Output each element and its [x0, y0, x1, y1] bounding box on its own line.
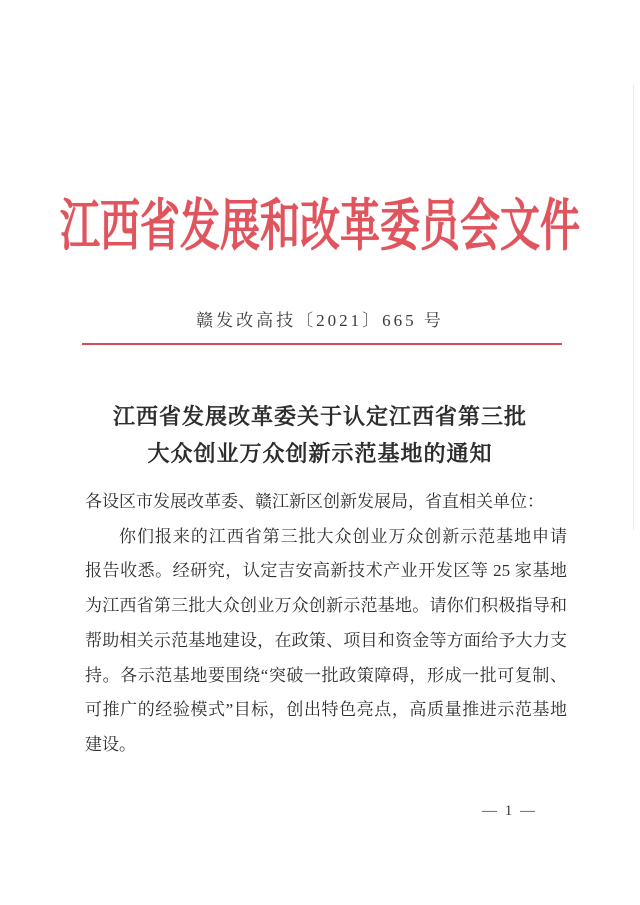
document-body: [85, 485, 567, 763]
document-reference-number: 赣发改高技〔2021〕665 号: [196, 311, 444, 330]
body-text-line: 帮助相关示范基地建设，在政策、项目和资金等方面给予大力支: [85, 630, 567, 650]
document-title-line-1: 江西省发展改革委关于认定江西省第三批: [112, 404, 527, 429]
body-text-line: 建设。: [85, 734, 136, 754]
body-text-line: 持。各示范基地要围绕“突破一批政策障碍，形成一批可复制、: [85, 665, 567, 685]
body-text-line: 你们报来的江西省第三批大众创业万众创新示范基地申请: [119, 526, 567, 546]
document-title: [0, 398, 640, 472]
body-text-line: 可推广的经验模式”目标，创出特色亮点，高质量推进示范基地: [85, 700, 567, 720]
page-number: — 1 —: [482, 803, 537, 819]
letterhead-divider-rule: [82, 343, 562, 345]
body-text-line: 为江西省第三批大众创业万众创新示范基地。请你们积极指导和: [85, 596, 567, 616]
document-title-line-2: 大众创业万众创新示范基地的通知: [147, 441, 493, 466]
letterhead-title: 江西省发展和改革委员会文件: [60, 194, 580, 258]
body-text-line: 报告收悉。经研究，认定吉安高新技术产业开发区等 25 家基地: [85, 561, 567, 581]
salutation-line: 各设区市发展改革委、赣江新区创新发展局，省直相关单位：: [85, 492, 544, 511]
scanned-page-edge: [633, 85, 634, 530]
